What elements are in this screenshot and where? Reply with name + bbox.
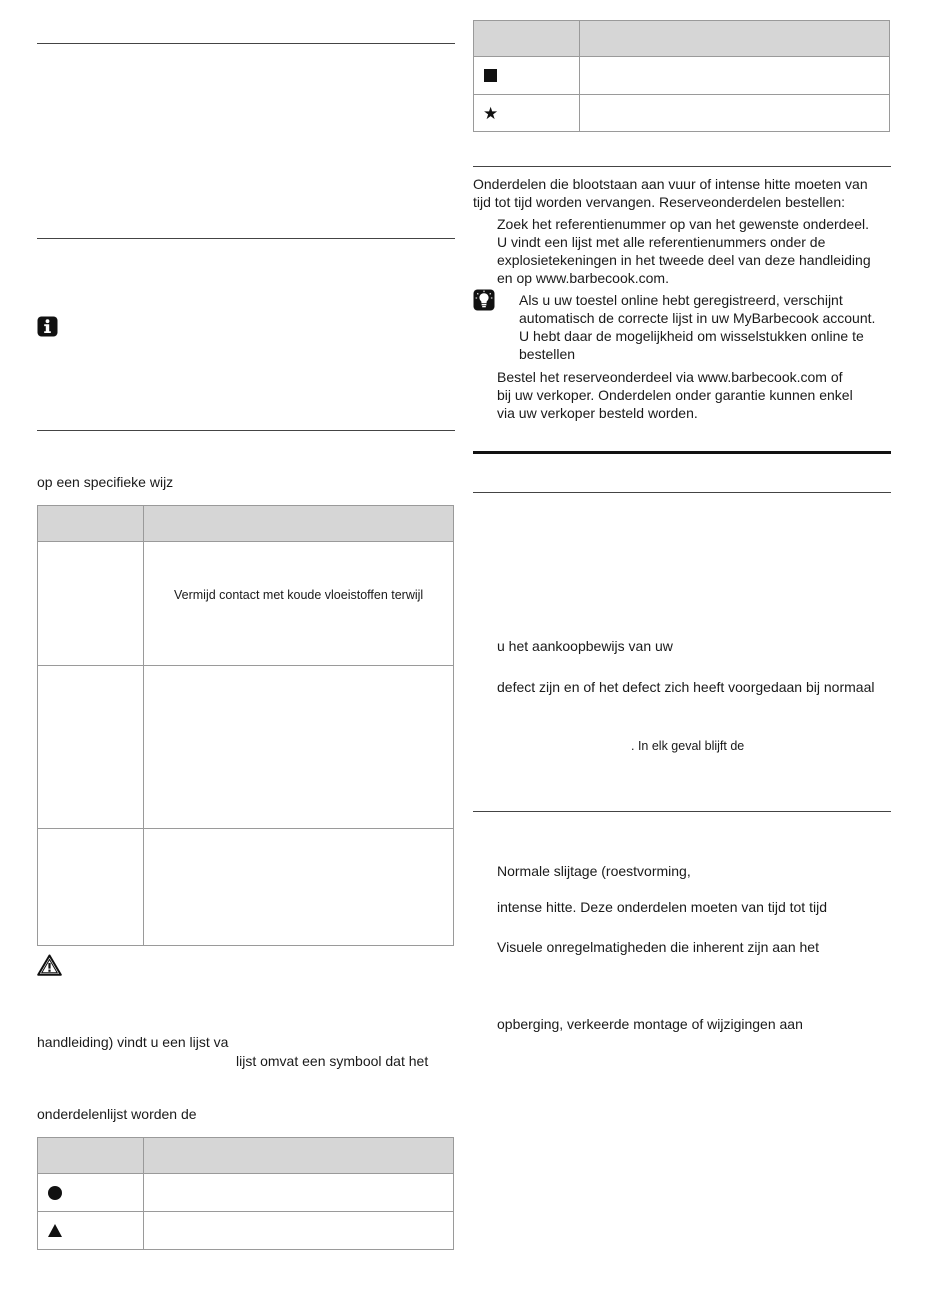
table-header-row xyxy=(38,506,454,542)
triangle-symbol-icon xyxy=(48,1224,62,1237)
table-row xyxy=(474,95,890,132)
table-row xyxy=(38,1212,454,1250)
warranty-text: defect zijn en of het defect zich heeft voorgedaan bij normaal xyxy=(497,679,875,695)
table-cell-text: Vermijd contact met koude vloeistoffen terwijl xyxy=(174,588,424,602)
parts-list-text: handleiding) vindt u een lijst va xyxy=(37,1034,229,1050)
table-row xyxy=(38,1174,454,1212)
section-rule xyxy=(37,238,455,239)
chapter-rule xyxy=(473,451,891,454)
replace-intro: Onderdelen die blootstaan aan vuur of intense hitte moeten van tijd tot tijd worden vervangen. Reserveonderdelen bestellen: xyxy=(473,176,868,210)
table-header-row xyxy=(38,1138,454,1174)
exclusion-text: Visuele onregelmatigheden die inherent zijn aan het xyxy=(497,939,819,955)
specific-text: op een specifieke wijz xyxy=(37,474,174,490)
warranty-text: . In elk geval blijft de xyxy=(631,739,745,753)
section-rule xyxy=(473,811,891,812)
table-header-row xyxy=(474,21,890,57)
parts-list-text: lijst omvat een symbool dat het xyxy=(236,1053,429,1069)
parts-list-text: onderdelenlijst worden de xyxy=(37,1106,197,1122)
table-row xyxy=(38,666,454,829)
online-registration-tip: Als u uw toestel online hebt geregistreerd, verschijnt automatisch de correcte lijst in uw MyBarbecook account. U hebt daar de mogelijkheid om wisselstukken online te bestellen xyxy=(519,292,876,362)
warranty-text: u het aankoopbewijs van uw xyxy=(497,638,673,654)
table-row xyxy=(474,57,890,95)
step-lookup-reference: Zoek het referentienummer op van het gewenste onderdeel. U vindt een lijst met alle referentienummers onder de explosietekeningen in het tweede deel van deze handleiding en op www.barbecook.com. xyxy=(497,216,871,286)
warning-icon xyxy=(37,954,62,981)
square-symbol-icon xyxy=(484,69,497,82)
exclusion-text: Normale slijtage (roestvorming, xyxy=(497,863,691,879)
symbol-table-right xyxy=(473,20,890,132)
section-rule xyxy=(473,166,891,167)
circle-symbol-icon xyxy=(48,1186,62,1200)
step-order-part: Bestel het reserveonderdeel via www.barbecook.com of bij uw verkoper. Onderdelen onder garantie kunnen enkel via uw verkoper besteld worden. xyxy=(497,369,853,421)
exclusion-text: opberging, verkeerde montage of wijzigingen aan xyxy=(497,1016,803,1032)
section-rule xyxy=(37,43,455,44)
section-rule xyxy=(37,430,455,431)
table-row xyxy=(38,829,454,946)
section-rule xyxy=(473,492,891,493)
lightbulb-icon xyxy=(473,289,495,316)
star-symbol-icon: ★ xyxy=(483,103,499,123)
info-icon xyxy=(37,316,58,342)
cleaning-table xyxy=(37,505,454,946)
exclusion-text: intense hitte. Deze onderdelen moeten van tijd tot tijd xyxy=(497,899,827,915)
table-row xyxy=(38,542,454,666)
symbol-table-left xyxy=(37,1137,454,1250)
